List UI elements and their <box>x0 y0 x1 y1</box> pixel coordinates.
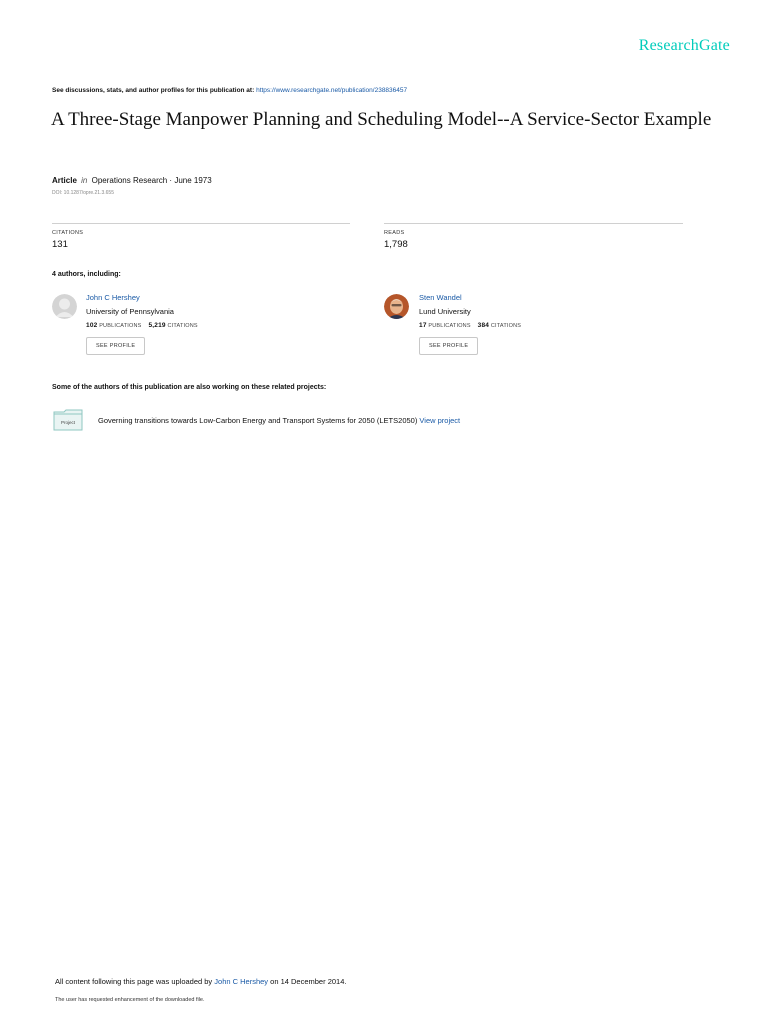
project-icon-label: Project <box>60 420 76 425</box>
author-2-name[interactable]: Sten Wandel <box>419 293 462 302</box>
citations-value: 131 <box>52 239 68 250</box>
project-title: Governing transitions towards Low-Carbon Energy and Transport Systems for 2050 (LETS2050) <box>98 416 418 425</box>
author-2-publications-count: 17 <box>419 322 427 329</box>
author-1-publications-count: 102 <box>86 322 98 329</box>
related-projects-heading: Some of the authors of this publication are also working on these related projects: <box>52 384 327 391</box>
upload-note <box>55 977 346 986</box>
author-2-avatar[interactable] <box>384 294 409 319</box>
author-1-affiliation: University of Pennsylvania <box>86 307 174 316</box>
folder-icon <box>53 408 83 431</box>
author-2-see-profile-button[interactable]: SEE PROFILE <box>419 337 478 355</box>
author-2-citations-label: CITATIONS <box>490 323 522 329</box>
author-1-avatar[interactable] <box>52 294 77 319</box>
project-line <box>98 416 460 425</box>
author-2-publications-label: PUBLICATIONS <box>428 323 471 329</box>
publication-meta <box>52 176 212 185</box>
researchgate-logo[interactable]: ResearchGate <box>638 37 730 54</box>
author-1-see-profile-button[interactable]: SEE PROFILE <box>86 337 145 355</box>
upload-prefix: All content following this page was uploaded by <box>55 977 213 986</box>
journal-date: Operations Research · June 1973 <box>91 176 212 185</box>
author-2-citations-count: 384 <box>477 322 490 329</box>
upload-suffix: on 14 December 2014. <box>270 977 347 986</box>
discussions-line <box>52 87 407 94</box>
uploader-link[interactable]: John C Hershey <box>214 977 269 986</box>
author-1-name[interactable]: John C Hershey <box>86 293 140 302</box>
publication-title: A Three-Stage Manpower Planning and Scheduling Model--A Service-Sector Example <box>51 109 712 130</box>
publication-type: Article <box>52 176 77 185</box>
discussions-text: See discussions, stats, and author profiles for this publication at: <box>52 87 255 94</box>
citations-divider <box>52 223 350 224</box>
doi: DOI: 10.1287/opre.21.3.655 <box>52 190 114 196</box>
project-icon[interactable] <box>53 408 83 431</box>
enhancement-note: The user has requested enhancement of the downloaded file. <box>55 997 205 1003</box>
publication-url-link[interactable]: https://www.researchgate.net/publication/238836457 <box>256 87 408 94</box>
in-word: in <box>81 176 88 185</box>
author-1-publications-label: PUBLICATIONS <box>99 323 142 329</box>
default-avatar-icon <box>52 294 77 319</box>
authors-heading: 4 authors, including: <box>52 271 121 278</box>
author-1-stats <box>86 322 198 329</box>
author-photo-icon <box>384 294 409 319</box>
author-1-citations-count: 5,219 <box>148 322 166 329</box>
reads-divider <box>384 223 683 224</box>
author-1-citations-label: CITATIONS <box>167 323 198 329</box>
view-project-link[interactable]: View project <box>419 416 461 425</box>
reads-value: 1,798 <box>384 239 408 250</box>
citations-label: CITATIONS <box>52 230 84 236</box>
author-2-stats <box>419 322 521 329</box>
reads-label: READS <box>384 230 405 236</box>
author-2-affiliation: Lund University <box>419 307 471 316</box>
